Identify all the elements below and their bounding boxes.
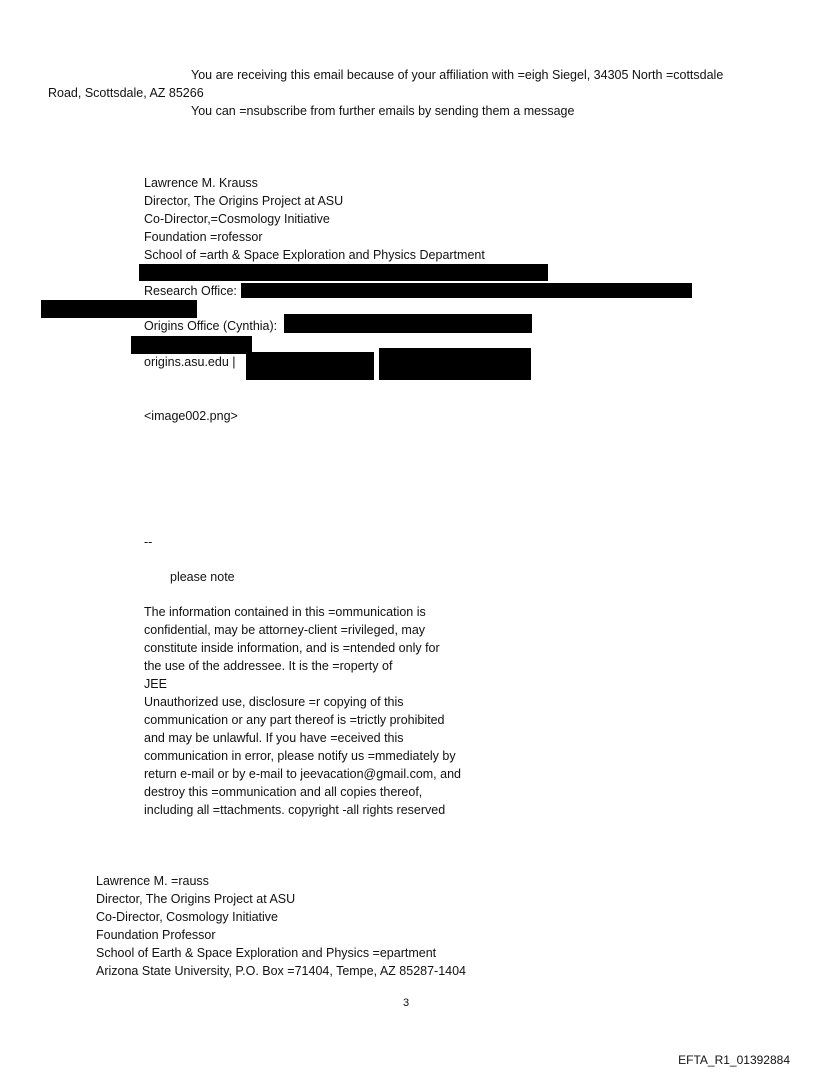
disclaimer-line: destroy this =ommunication and all copies thereof, [144,785,423,799]
signature-separator: -- [144,535,153,549]
signature2-line: School of Earth & Space Exploration and Physics =epartment [96,946,437,960]
redaction-bar [246,352,374,380]
disclaimer-line: the use of the addressee. It is the =roperty of [144,659,393,673]
signature2-line: Lawrence M. =rauss [96,874,209,888]
disclaimer-line: and may be unlawful. If you have =eceived this [144,731,404,745]
header-line-2: Road, Scottsdale, AZ 85266 [48,86,204,100]
signature-title-1: Director, The Origins Project at ASU [144,194,344,208]
disclaimer-line: Unauthorized use, disclosure =r copying of this [144,695,404,709]
disclaimer-line: confidential, may be attorney-client =rivileged, may [144,623,426,637]
signature2-line: Foundation Professor [96,928,216,942]
origins-office-label: Origins Office (Cynthia): [144,319,278,333]
disclaimer-line: constitute inside information, and is =ntended only for [144,641,440,655]
disclaimer-line: communication in error, please notify us =mmediately by [144,749,456,763]
redaction-bar [41,300,197,318]
signature-name: Lawrence M. Krauss [144,176,258,190]
redaction-bar [139,264,548,281]
research-office-label: Research Office: [144,284,237,298]
signature2-line: Co-Director, Cosmology Initiative [96,910,279,924]
image-attachment-ref: <image002.png> [144,409,238,423]
disclaimer-line: JEE [144,677,167,691]
disclaimer-line: return e-mail or by e-mail to jeevacation@gmail.com, and [144,767,461,781]
redaction-bar [379,348,531,380]
page-number: 3 [403,997,410,1009]
disclaimer-line: communication or any part thereof is =trictly prohibited [144,713,445,727]
website-link[interactable]: origins.asu.edu | [144,355,236,369]
document-id: EFTA_R1_01392884 [678,1053,790,1067]
disclaimer-line: including all =ttachments. copyright -all rights reserved [144,803,446,817]
redaction-bar [241,283,692,298]
header-line-3: You can =nsubscribe from further emails by sending them a message [191,104,575,118]
redaction-bar [284,314,532,333]
disclaimer-heading: please note [170,570,235,584]
signature-title-2: Co-Director,=Cosmology Initiative [144,212,330,226]
signature-department: School of =arth & Space Exploration and Physics Department [144,248,485,262]
signature-title-3: Foundation =rofessor [144,230,263,244]
signature2-line: Director, The Origins Project at ASU [96,892,296,906]
disclaimer-line: The information contained in this =ommunication is [144,605,426,619]
signature2-line: Arizona State University, P.O. Box =71404, Tempe, AZ 85287-1404 [96,964,467,978]
redaction-bar [131,336,252,354]
header-line-1: You are receiving this email because of your affiliation with =eigh Siegel, 34305 North =cottsdale [191,68,724,82]
